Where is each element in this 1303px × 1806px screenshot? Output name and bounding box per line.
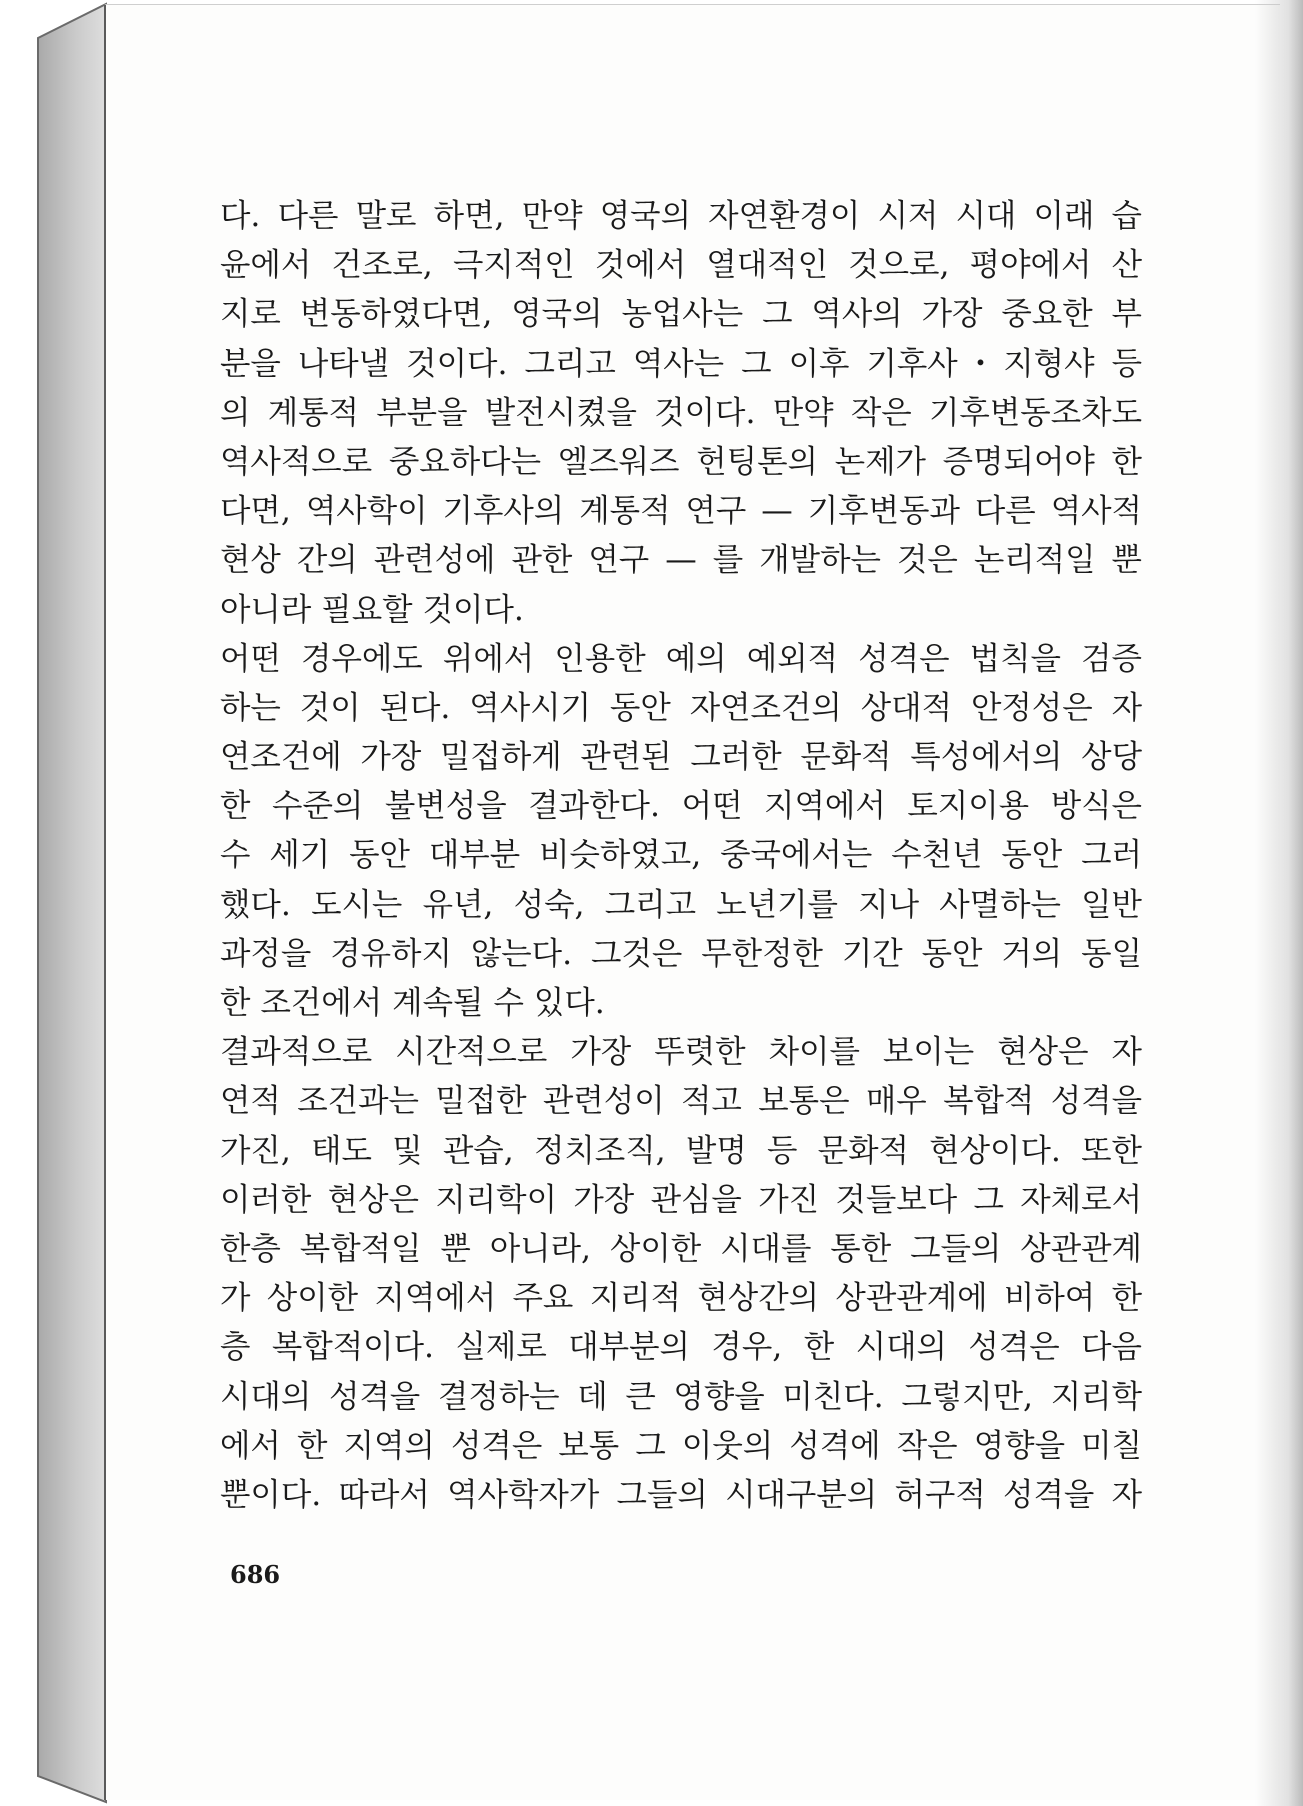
text-line: 아니라 필요할 것이다. (220, 591, 524, 628)
text-line: 가 상이한 지역에서 주요 지리적 현상간의 상관관계에 비하여 한 (220, 1280, 1142, 1317)
text-line: 수 세기 동안 대부분 비슷하였고, 중국에서는 수천년 동안 그러 (220, 837, 1142, 874)
text-line: 에서 한 지역의 성격은 보통 그 이웃의 성격에 작은 영향을 미칠 (220, 1427, 1142, 1464)
body-text (220, 192, 1142, 1520)
text-line: 어떤 경우에도 위에서 인용한 예의 예외적 성격은 법칙을 검증 (220, 640, 1142, 677)
text-line: 이러한 현상은 지리학이 가장 관심을 가진 것들보다 그 자체로서 (220, 1181, 1142, 1218)
paragraph-2 (220, 635, 1142, 1029)
text-line: 층 복합적이다. 실제로 대부분의 경우, 한 시대의 성격은 다음 (220, 1329, 1142, 1366)
paragraph-1 (220, 192, 1142, 635)
text-line: 윤에서 건조로, 극지적인 것에서 열대적인 것으로, 평야에서 산 (220, 247, 1142, 284)
text-line: 뿐이다. 따라서 역사학자가 그들의 시대구분의 허구적 성격을 자 (220, 1476, 1142, 1513)
text-line: 다. 다른 말로 하면, 만약 영국의 자연환경이 시저 시대 이래 습 (220, 198, 1142, 234)
text-line: 가진, 태도 및 관습, 정치조직, 발명 등 문화적 현상이다. 또한 (220, 1132, 1142, 1169)
text-line: 시대의 성격을 결정하는 데 큰 영향을 미친다. 그렇지만, 지리학 (220, 1378, 1142, 1415)
text-line: 한층 복합적일 뿐 아니라, 상이한 시대를 통한 그들의 상관관계 (220, 1230, 1142, 1267)
page-edge-shadow (1255, 0, 1303, 1806)
text-line: 한 조건에서 계속될 수 있다. (220, 985, 605, 1021)
text-line: 다면, 역사학이 기후사의 계통적 연구 — 기후변동과 다른 역사적 (220, 493, 1142, 530)
paragraph-3 (220, 1028, 1142, 1520)
text-line: 역사적으로 중요하다는 엘즈워즈 헌팅톤의 논제가 증명되어야 한 (220, 443, 1142, 480)
text-line: 지로 변동하였다면, 영국의 농업사는 그 역사의 가장 중요한 부 (220, 296, 1142, 333)
text-line: 한 수준의 불변성을 결과한다. 어떤 지역에서 토지이용 방식은 (220, 788, 1142, 825)
text-line: 결과적으로 시간적으로 가장 뚜렷한 차이를 보이는 현상은 자 (220, 1034, 1142, 1071)
page-number: 686 (230, 1560, 281, 1589)
text-line: 연조건에 가장 밀접하게 관련된 그러한 문화적 특성에서의 상당 (220, 739, 1142, 776)
text-line: 과정을 경유하지 않는다. 그것은 무한정한 기간 동안 거의 동일 (220, 935, 1142, 972)
text-line: 하는 것이 된다. 역사시기 동안 자연조건의 상대적 안정성은 자 (220, 689, 1142, 726)
text-line: 현상 간의 관련성에 관한 연구 — 를 개발하는 것은 논리적일 뿐 (220, 542, 1142, 579)
text-line: 분을 나타낼 것이다. 그리고 역사는 그 이후 기후사・지형샤 등 (220, 345, 1142, 382)
text-line: 연적 조건과는 밀접한 관련성이 적고 보통은 매우 복합적 성격을 (220, 1083, 1142, 1120)
text-line: 했다. 도시는 유년, 성숙, 그리고 노년기를 지나 사멸하는 일반 (220, 886, 1142, 923)
text-line: 의 계통적 부분을 발전시켰을 것이다. 만약 작은 기후변동조차도 (220, 394, 1142, 431)
book-spine (0, 0, 110, 1806)
